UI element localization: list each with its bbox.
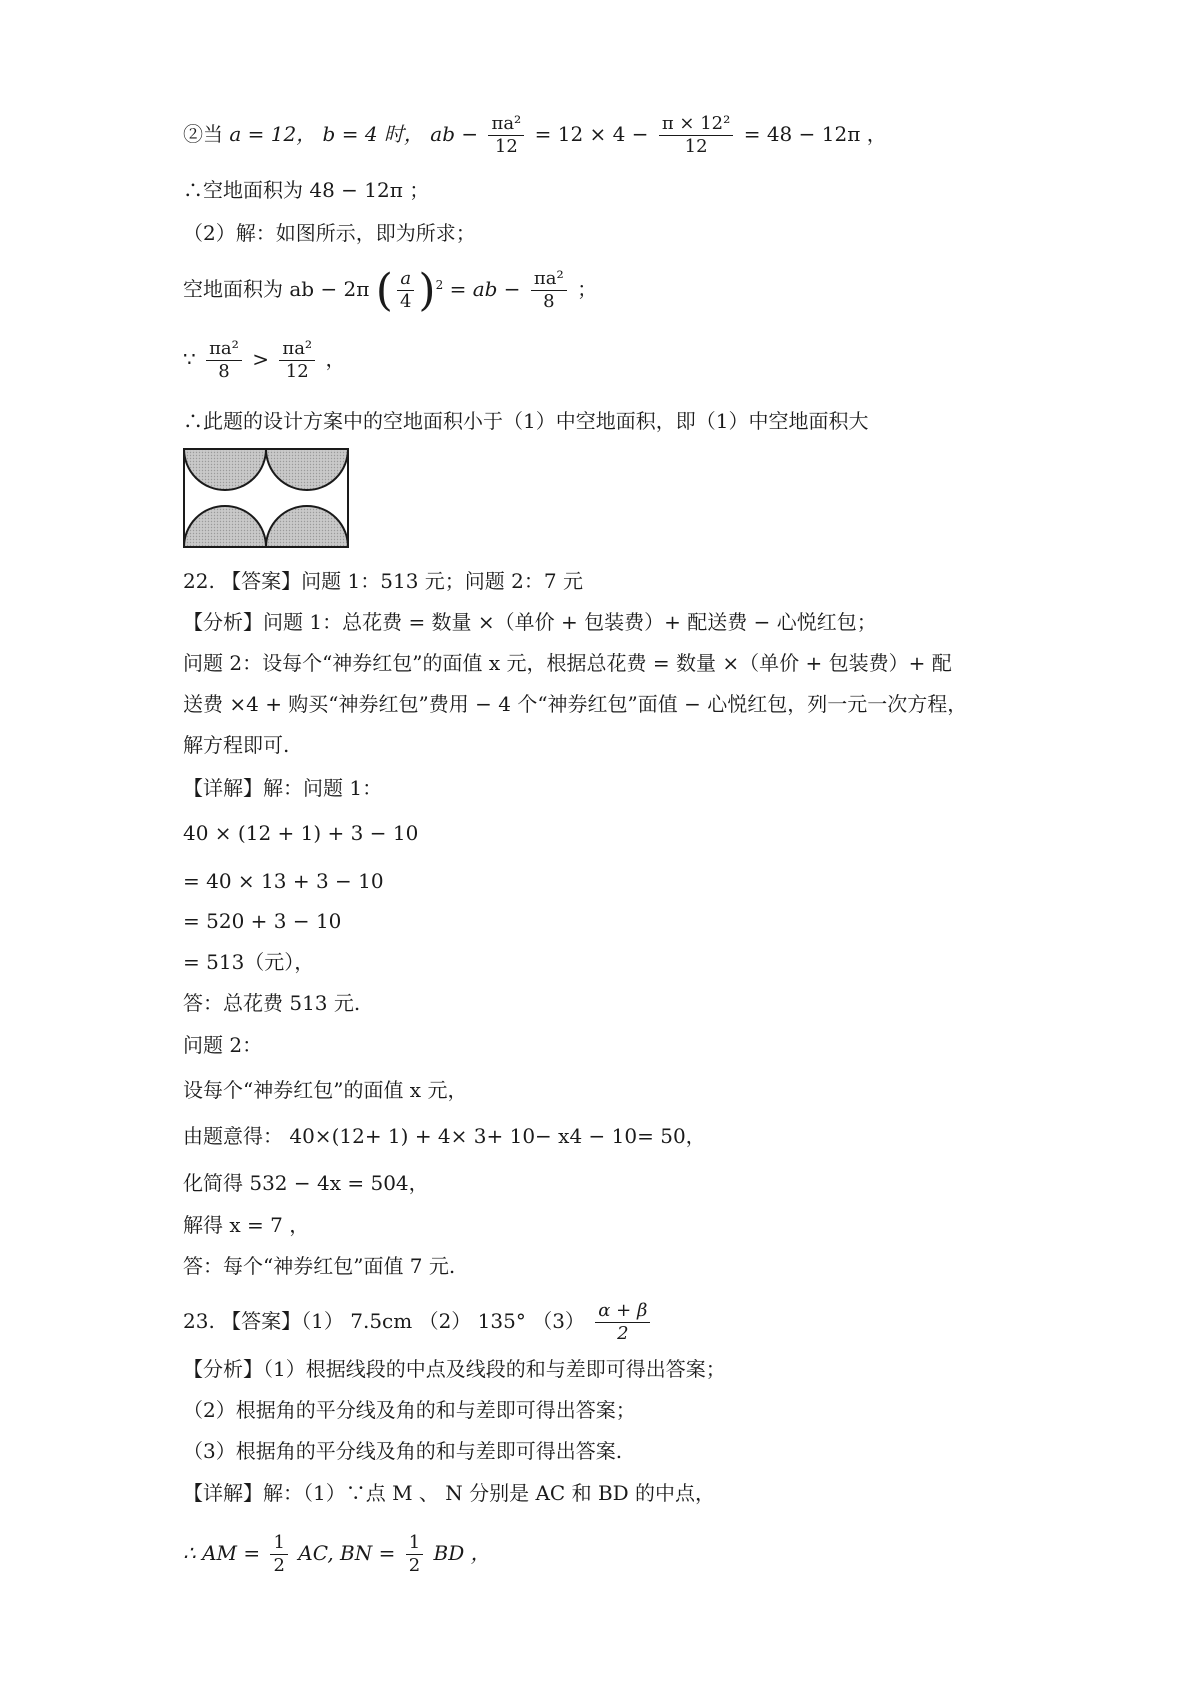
right-paren: ) <box>418 264 436 316</box>
q22-answer-1: 答：总花费 513 元. <box>183 991 361 1015</box>
relation-mid: AC, BN = <box>298 1541 396 1565</box>
q22-simplify: 化简得 532 − 4x = 504， <box>183 1171 429 1195</box>
q22-detail: 【详解】解：问题 1： <box>183 776 383 800</box>
fraction <box>531 268 567 313</box>
comparison-end: ， <box>325 347 346 371</box>
q22-calc-1: 40 × (12 + 1) + 3 − 10 <box>183 821 419 845</box>
left-paren: ( <box>375 264 393 316</box>
conclusion: ∴此题的设计方案中的空地面积小于（1）中空地面积，即（1）中空地面积大 <box>183 409 869 433</box>
q22-calc-2: = 40 × 13 + 3 − 10 <box>183 869 384 893</box>
expr-mid: = 12 × 4 − <box>534 122 649 146</box>
numerator: πa² <box>206 338 242 361</box>
denominator: 4 <box>399 291 412 312</box>
because-symbol: ∵ <box>183 347 196 371</box>
exponent: 2 <box>435 278 444 292</box>
area-formula <box>183 264 598 316</box>
fraction <box>659 113 733 158</box>
q22-equation: 由题意得： 40×(12+ 1) + 4× 3+ 10− x4 − 10= 50， <box>183 1124 706 1148</box>
q22-analysis-1: 【分析】问题 1：总花费 = 数量 ×（单价 + 包装费）+ 配送费 − 心悦红包； <box>183 610 877 634</box>
q23-answer-text: 23. 【答案】（1） 7.5cm （2） 135° （3） <box>183 1309 585 1333</box>
q23-detail: 【详解】解：（1）∵点 M 、 N 分别是 AC 和 BD 的中点， <box>183 1481 716 1505</box>
denominator: 2 <box>617 1323 629 1344</box>
q23-answer <box>183 1300 654 1345</box>
denominator: 8 <box>218 361 230 382</box>
expr-end: = 48 − 12π ， <box>743 122 887 146</box>
q22-answer: 22. 【答案】问题 1：513 元；问题 2：7 元 <box>183 569 583 593</box>
semicircle-figure <box>183 448 349 548</box>
case-2-calculation <box>183 113 887 158</box>
numerator: a <box>397 268 414 291</box>
numerator: πa² <box>531 268 567 291</box>
expr-start: ab − <box>430 122 479 146</box>
paren-group <box>375 264 444 316</box>
condition: a = 12， b = 4 时， <box>229 122 424 146</box>
fraction <box>206 338 242 383</box>
formula-end: ； <box>577 277 598 301</box>
comparison <box>183 338 346 383</box>
formula-mid: = ab − <box>449 277 521 301</box>
numerator: α + β <box>595 1300 650 1323</box>
numerator: 1 <box>406 1532 423 1555</box>
q23-midpoint-relations <box>183 1532 491 1577</box>
fraction <box>406 1532 423 1577</box>
relation-start: ∴ AM = <box>183 1541 261 1565</box>
fraction <box>397 268 414 313</box>
numerator: π × 12² <box>659 113 733 136</box>
fraction <box>488 113 524 158</box>
formula-start: 空地面积为 ab − 2π <box>183 277 370 301</box>
denominator: 2 <box>273 1555 285 1576</box>
q22-analysis-4: 解方程即可. <box>183 733 290 757</box>
q22-calc-4: = 513（元）， <box>183 950 315 974</box>
q22-setup: 设每个“神券红包”的面值 x 元， <box>183 1078 468 1102</box>
q22-analysis-2: 问题 2：设每个“神券红包”的面值 x 元，根据总花费 = 数量 ×（单价 + 包装费）+ 配 <box>183 651 952 675</box>
q22-solution: 解得 x = 7 ， <box>183 1213 310 1237</box>
q23-analysis-3: （3）根据角的平分线及角的和与差即可得出答案. <box>183 1439 623 1463</box>
area-result: ∴空地面积为 48 − 12π ； <box>183 178 430 202</box>
denominator: 12 <box>494 136 518 157</box>
q23-analysis-1: 【分析】（1）根据线段的中点及线段的和与差即可得出答案； <box>183 1357 726 1381</box>
q22-answer-2: 答：每个“神券红包”面值 7 元. <box>183 1254 456 1278</box>
numerator: πa² <box>279 338 315 361</box>
q22-analysis-3: 送费 ×4 + 购买“神券红包”费用 − 4 个“神券红包”面值 − 心悦红包，列一元一次方程， <box>183 692 968 716</box>
numerator: πa² <box>488 113 524 136</box>
q23-analysis-2: （2）根据角的平分线及角的和与差即可得出答案； <box>183 1398 636 1422</box>
numerator: 1 <box>270 1532 287 1555</box>
fraction <box>270 1532 287 1577</box>
q22-calc-3: = 520 + 3 − 10 <box>183 909 342 933</box>
fraction <box>279 338 315 383</box>
q22-problem-2: 问题 2： <box>183 1033 263 1057</box>
greater-than: > <box>252 347 269 371</box>
denominator: 8 <box>543 291 555 312</box>
denominator: 12 <box>684 136 708 157</box>
case-label: ②当 <box>183 122 230 146</box>
fraction <box>595 1300 650 1345</box>
denominator: 12 <box>285 361 309 382</box>
relation-end: BD ， <box>433 1541 491 1565</box>
denominator: 2 <box>408 1555 421 1576</box>
part-2-heading: （2）解：如图所示，即为所求； <box>183 221 476 245</box>
